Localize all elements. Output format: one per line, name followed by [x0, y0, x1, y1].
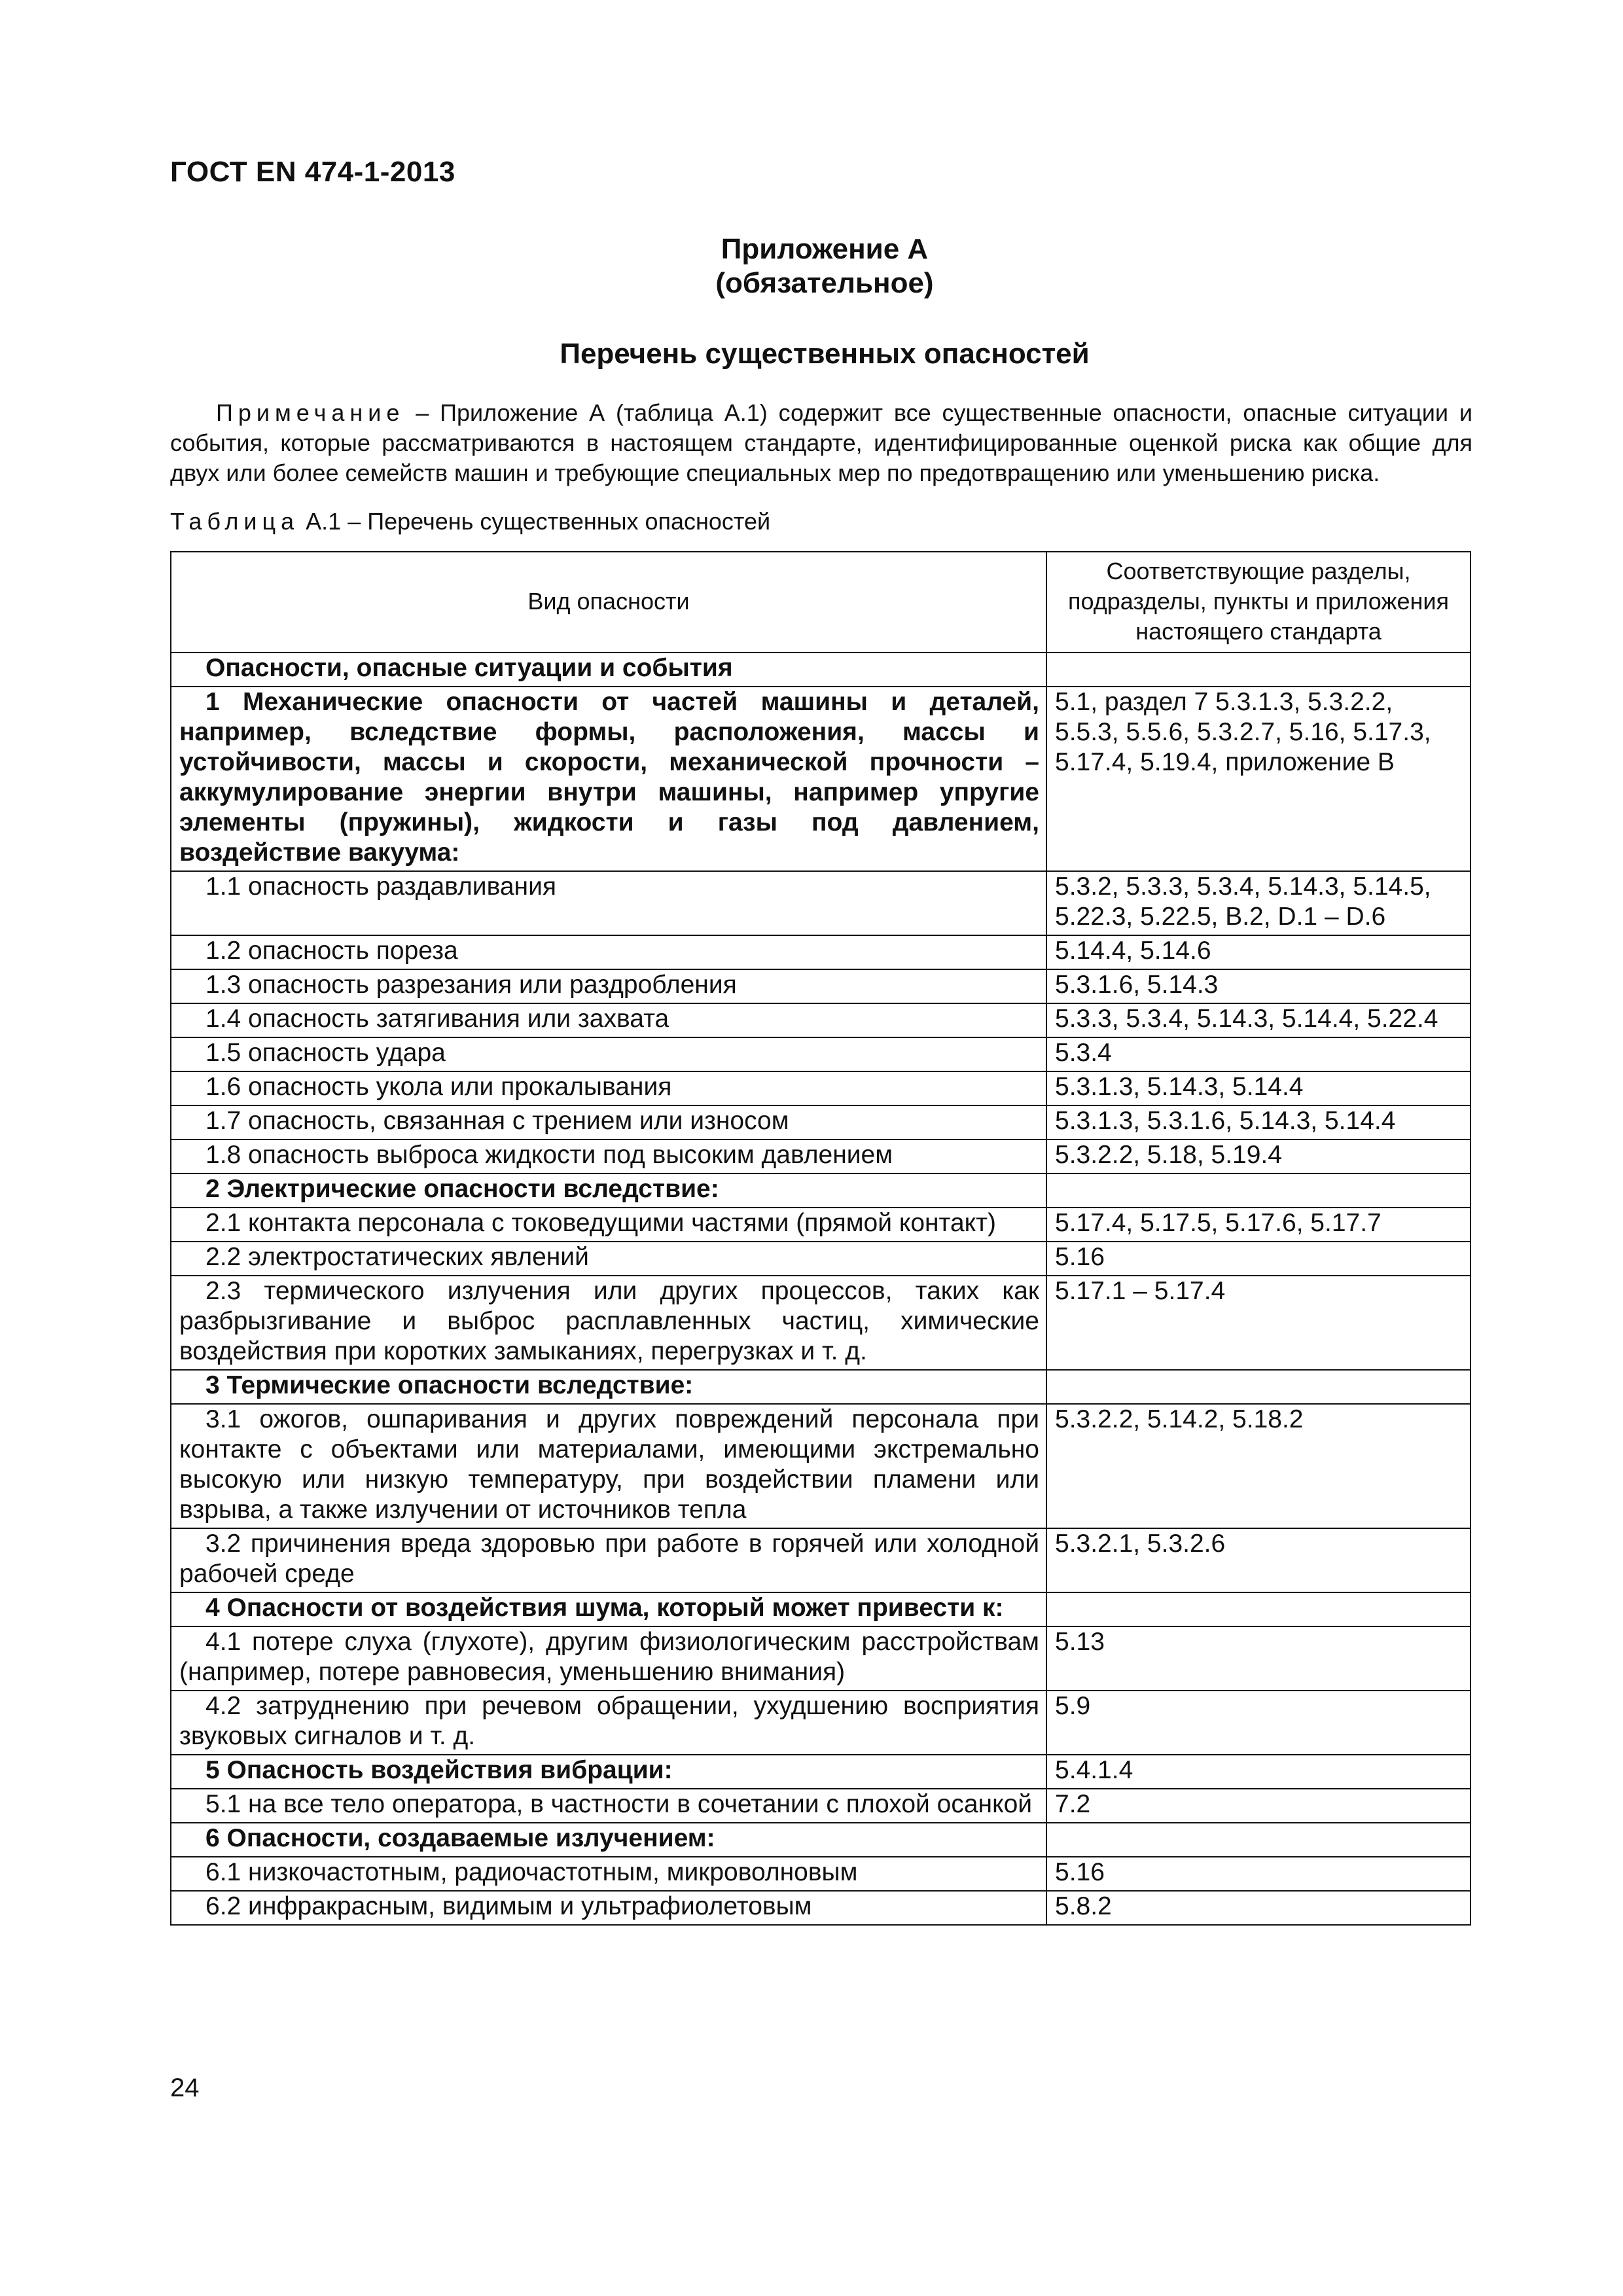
hazard-cell: 1.8 опасность выброса жидкости под высоким давлением — [171, 1139, 1046, 1174]
reference-cell: 5.3.2.2, 5.18, 5.19.4 — [1046, 1139, 1471, 1174]
hazard-list-title: Перечень существенных опасностей — [560, 338, 1090, 370]
table-row — [171, 935, 1471, 969]
table-body — [171, 653, 1471, 1925]
reference-cell: 7.2 — [1046, 1789, 1471, 1823]
appendix-title: Приложение А — [721, 233, 929, 265]
table-row — [171, 687, 1471, 871]
reference-cell: 5.8.2 — [1046, 1891, 1471, 1925]
reference-cell: 5.3.2, 5.3.3, 5.3.4, 5.14.3, 5.14.5, 5.22.3, 5.22.5, B.2, D.1 – D.6 — [1046, 871, 1471, 935]
hazard-cell: 6.1 низкочастотным, радиочастотным, микроволновым — [171, 1857, 1046, 1891]
table-row — [171, 969, 1471, 1003]
table-row — [171, 1626, 1471, 1691]
document-code: ГОСТ EN 474-1-2013 — [170, 156, 455, 188]
reference-cell: 5.16 — [1046, 1242, 1471, 1276]
hazard-cell: 2 Электрические опасности вследствие: — [171, 1174, 1046, 1208]
table-row — [171, 1857, 1471, 1891]
hazard-cell: 3.2 причинения вреда здоровью при работе в горячей или холодной рабочей среде — [171, 1528, 1046, 1592]
reference-cell: 5.3.1.3, 5.14.3, 5.14.4 — [1046, 1071, 1471, 1105]
header-hazard-type: Вид опасности — [171, 552, 1046, 653]
table-row — [171, 1174, 1471, 1208]
table-row — [171, 1404, 1471, 1528]
reference-cell — [1046, 1823, 1471, 1857]
table-header-row — [171, 552, 1471, 653]
table-row — [171, 1003, 1471, 1037]
hazard-cell: 1 Механические опасности от частей машины и деталей, например, вследствие формы, расположения, массы и устойчивости, массы и скорости, механической прочности – аккумулирование энергии внутри машины, например упругие элементы (пружины), жидкости и газы под давлением, воздействие вакуума: — [171, 687, 1046, 871]
reference-cell: 5.17.1 – 5.17.4 — [1046, 1276, 1471, 1370]
page-number: 24 — [170, 2073, 200, 2102]
hazard-cell: 5 Опасность воздействия вибрации: — [171, 1755, 1046, 1789]
table-row — [171, 1789, 1471, 1823]
hazard-cell: 4.1 потере слуха (глухоте), другим физиологическим расстройствам (например, потере равновесия, уменьшению внимания) — [171, 1626, 1046, 1691]
reference-cell: 5.3.2.1, 5.3.2.6 — [1046, 1528, 1471, 1592]
hazard-cell: 1.4 опасность затягивания или захвата — [171, 1003, 1046, 1037]
table-row — [171, 1208, 1471, 1242]
table-row — [171, 1891, 1471, 1925]
reference-cell — [1046, 1370, 1471, 1404]
hazard-cell: Опасности, опасные ситуации и события — [171, 653, 1046, 687]
reference-cell — [1046, 1592, 1471, 1626]
reference-cell: 5.3.1.3, 5.3.1.6, 5.14.3, 5.14.4 — [1046, 1105, 1471, 1139]
table-row — [171, 1823, 1471, 1857]
reference-cell: 5.3.4 — [1046, 1037, 1471, 1071]
hazard-cell: 3 Термические опасности вследствие: — [171, 1370, 1046, 1404]
table-row — [171, 1071, 1471, 1105]
table-row — [171, 1592, 1471, 1626]
table-row — [171, 1037, 1471, 1071]
hazard-cell: 6 Опасности, создаваемые излучением: — [171, 1823, 1046, 1857]
hazard-cell: 1.6 опасность укола или прокалывания — [171, 1071, 1046, 1105]
reference-cell: 5.4.1.4 — [1046, 1755, 1471, 1789]
hazard-cell: 1.3 опасность разрезания или раздробления — [171, 969, 1046, 1003]
hazard-cell: 1.2 опасность пореза — [171, 935, 1046, 969]
hazard-cell: 5.1 на все тело оператора, в частности в сочетании с плохой осанкой — [171, 1789, 1046, 1823]
table-row — [171, 653, 1471, 687]
reference-cell: 5.3.3, 5.3.4, 5.14.3, 5.14.4, 5.22.4 — [1046, 1003, 1471, 1037]
reference-cell — [1046, 1174, 1471, 1208]
reference-cell — [1046, 653, 1471, 687]
hazard-table — [170, 551, 1471, 1926]
hazard-cell: 4.2 затруднению при речевом обращении, ухудшению восприятия звуковых сигналов и т. д. — [171, 1691, 1046, 1755]
table-caption-label: Таблица — [170, 508, 300, 535]
table-row — [171, 1139, 1471, 1174]
table-row — [171, 1105, 1471, 1139]
table-row — [171, 871, 1471, 935]
hazard-cell: 1.7 опасность, связанная с трением или износом — [171, 1105, 1046, 1139]
reference-cell: 5.9 — [1046, 1691, 1471, 1755]
note-label: Примечание — [216, 399, 405, 426]
hazard-cell: 1.5 опасность удара — [171, 1037, 1046, 1071]
reference-cell: 5.1, раздел 7 5.3.1.3, 5.3.2.2, 5.5.3, 5.5.6, 5.3.2.7, 5.16, 5.17.3, 5.17.4, 5.19.4, приложение В — [1046, 687, 1471, 871]
hazard-cell: 2.1 контакта персонала с токоведущими частями (прямой контакт) — [171, 1208, 1046, 1242]
hazard-cell: 1.1 опасность раздавливания — [171, 871, 1046, 935]
hazard-cell: 2.3 термического излучения или других процессов, таких как разбрызгивание и выброс расплавленных частиц, химические воздействия при коротких замыканиях, перегрузках и т. д. — [171, 1276, 1046, 1370]
appendix-status: (обязательное) — [715, 267, 934, 299]
reference-cell: 5.16 — [1046, 1857, 1471, 1891]
table-row — [171, 1242, 1471, 1276]
table-row — [171, 1691, 1471, 1755]
note-text: – Приложение А (таблица А.1) содержит все существенные опасности, опасные ситуации и события, которые рассматриваются в настоящем стандарте, идентифицированные оценкой риска как общие для двух или более семейств машин и требующие специальных мер по предотвращению или уменьшению риска. — [170, 399, 1472, 486]
reference-cell: 5.17.4, 5.17.5, 5.17.6, 5.17.7 — [1046, 1208, 1471, 1242]
note-paragraph — [170, 398, 1472, 488]
table-row — [171, 1755, 1471, 1789]
table-row — [171, 1370, 1471, 1404]
table-row — [171, 1276, 1471, 1370]
hazard-cell: 4 Опасности от воздействия шума, который может привести к: — [171, 1592, 1046, 1626]
hazard-cell: 2.2 электростатических явлений — [171, 1242, 1046, 1276]
note-body — [170, 398, 1472, 488]
table-caption-text: А.1 – Перечень существенных опасностей — [299, 508, 771, 535]
reference-cell: 5.3.2.2, 5.14.2, 5.18.2 — [1046, 1404, 1471, 1528]
table-row — [171, 1528, 1471, 1592]
table-caption — [170, 508, 770, 535]
hazard-cell: 6.2 инфракрасным, видимым и ультрафиолетовым — [171, 1891, 1046, 1925]
reference-cell: 5.14.4, 5.14.6 — [1046, 935, 1471, 969]
reference-cell: 5.13 — [1046, 1626, 1471, 1691]
reference-cell: 5.3.1.6, 5.14.3 — [1046, 969, 1471, 1003]
header-references: Соответствующие разделы, подразделы, пункты и приложения настоящего стандарта — [1046, 552, 1471, 653]
hazard-cell: 3.1 ожогов, ошпаривания и других повреждений персонала при контакте с объектами или материалами, имеющими экстремально высокую или низкую температуру, при воздействии пламени или взрыва, а также излучении от источников тепла — [171, 1404, 1046, 1528]
